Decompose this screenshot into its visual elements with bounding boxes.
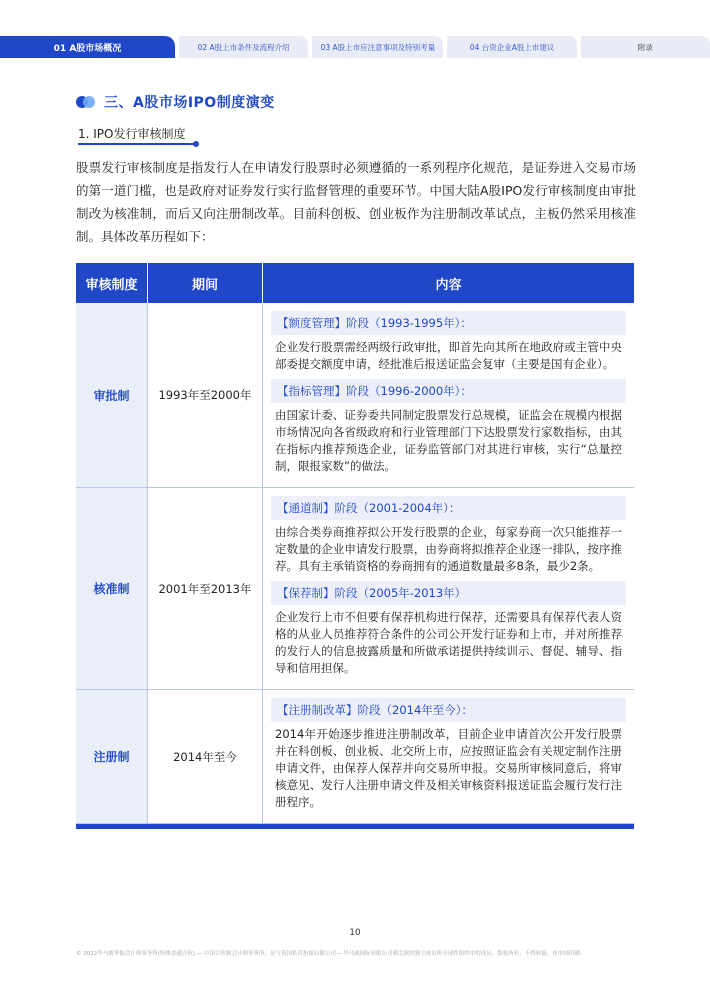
bullet-dots-icon <box>76 95 98 109</box>
stage-title: 【额度管理】阶段（1993-1995年）： <box>271 311 626 335</box>
chapter-tabs <box>0 36 710 58</box>
table-row <box>76 488 634 690</box>
row-system: 审批制 <box>76 303 148 487</box>
row-system: 注册制 <box>76 690 148 823</box>
tab-03-listing-considerations[interactable]: 03 A股上市应注意事项及特别考量 <box>312 36 443 58</box>
subsection-underline <box>78 143 196 145</box>
row-system: 核准制 <box>76 488 148 689</box>
row-period: 2014年至今 <box>148 690 263 823</box>
copyright-footer: © 2022毕马威华振会计师事务所(特殊普通合伙) — 中国合伙制会计师事务所，是与英国私营担保有限公司— 毕马威国际有限公司相关联的独立成员所全球性组织中的成员。版权所有，不得转载。在中国印刷。 <box>76 951 586 957</box>
tab-02-listing-conditions[interactable]: 02 A股上市条件及流程介绍 <box>179 36 308 58</box>
stage-description: 2014年开始逐步推进注册制改革，目前企业申请首次公开发行股票并在科创板、创业板、北交所上市，应按照证监会有关规定制作注册申请文件，由保荐人保荐并向交易所申报。交易所审核同意后，将审核意见、发行人注册申请文件及相关审核资料报送证监会履行发行注册程序。 <box>275 727 622 809</box>
section-title: 三、A股市场IPO制度演变 <box>104 95 275 111</box>
stage-title: 【指标管理】阶段（1996-2000年）： <box>271 379 626 403</box>
row-period: 1993年至2000年 <box>148 303 263 487</box>
stage-description: 企业发行股票需经两级行政审批，即首先向其所在地政府或主管中央部委提交额度申请，经批准后报送证监会复审（主要是国有企业）。 <box>275 340 622 371</box>
table-bottom-bar <box>76 824 634 829</box>
stage-title: 【通道制】阶段（2001-2004年）： <box>271 496 626 520</box>
stage-description: 由国家计委、证券委共同制定股票发行总规模，证监会在规模内根据市场情况向各省级政府和行业管理部门下达股票发行家数指标，由其在指标内推荐预选企业，证券监管部门对其进行审核，实行“总量控制，限报家数”的做法。 <box>275 408 622 473</box>
table-row <box>76 690 634 824</box>
stage-title: 【保荐制】阶段（2005年-2013年） <box>271 581 626 605</box>
header-review-system: 审核制度 <box>76 263 148 303</box>
table-header <box>76 263 634 303</box>
intro-paragraph: 股票发行审核制度是指发行人在申请发行股票时必须遵循的一系列程序化规范，是证券进入交易市场的第一道门槛，也是政府对证券发行实行监督管理的重要环节。中国大陆A股IPO发行审核制度由审批制改为核准制，而后又向注册制改革。目前科创板、创业板作为注册制改革试点，主板仍然采用核准制。具体改革历程如下： <box>76 160 636 244</box>
ipo-review-system-table <box>76 263 634 829</box>
row-content <box>263 488 634 689</box>
header-content: 内容 <box>435 277 462 293</box>
page-number: 10 <box>349 928 361 938</box>
subsection-title: 1. IPO发行审核制度 <box>78 127 186 141</box>
row-content <box>263 303 634 487</box>
section-heading <box>76 92 275 112</box>
table-row <box>76 303 634 488</box>
tab-04-taiwan-enterprise-advice[interactable]: 04 台资企业A股上市建议 <box>447 36 576 58</box>
row-content <box>263 690 634 823</box>
row-period: 2001年至2013年 <box>148 488 263 689</box>
tab-appendix[interactable]: 附录 <box>581 36 710 58</box>
tab-01-market-overview[interactable]: 01 A股市场概况 <box>0 36 175 58</box>
stage-description: 企业发行上市不但要有保荐机构进行保荐，还需要具有保荐代表人资格的从业人员推荐符合条件的公司公开发行证券和上市，并对所推荐的发行人的信息披露质量和所做承诺提供持续训示、督促、辅导、指导和信用担保。 <box>275 610 622 675</box>
stage-description: 由综合类券商推荐拟公开发行股票的企业，每家券商一次只能推荐一定数量的企业申请发行股票，由券商将拟推荐企业逐一排队，按序推荐。具有主承销资格的券商拥有的通道数量最多8条，最少2条。 <box>275 525 622 573</box>
stage-title: 【注册制改革】阶段（2014年至今）： <box>271 698 626 722</box>
header-period: 期间 <box>148 263 263 303</box>
